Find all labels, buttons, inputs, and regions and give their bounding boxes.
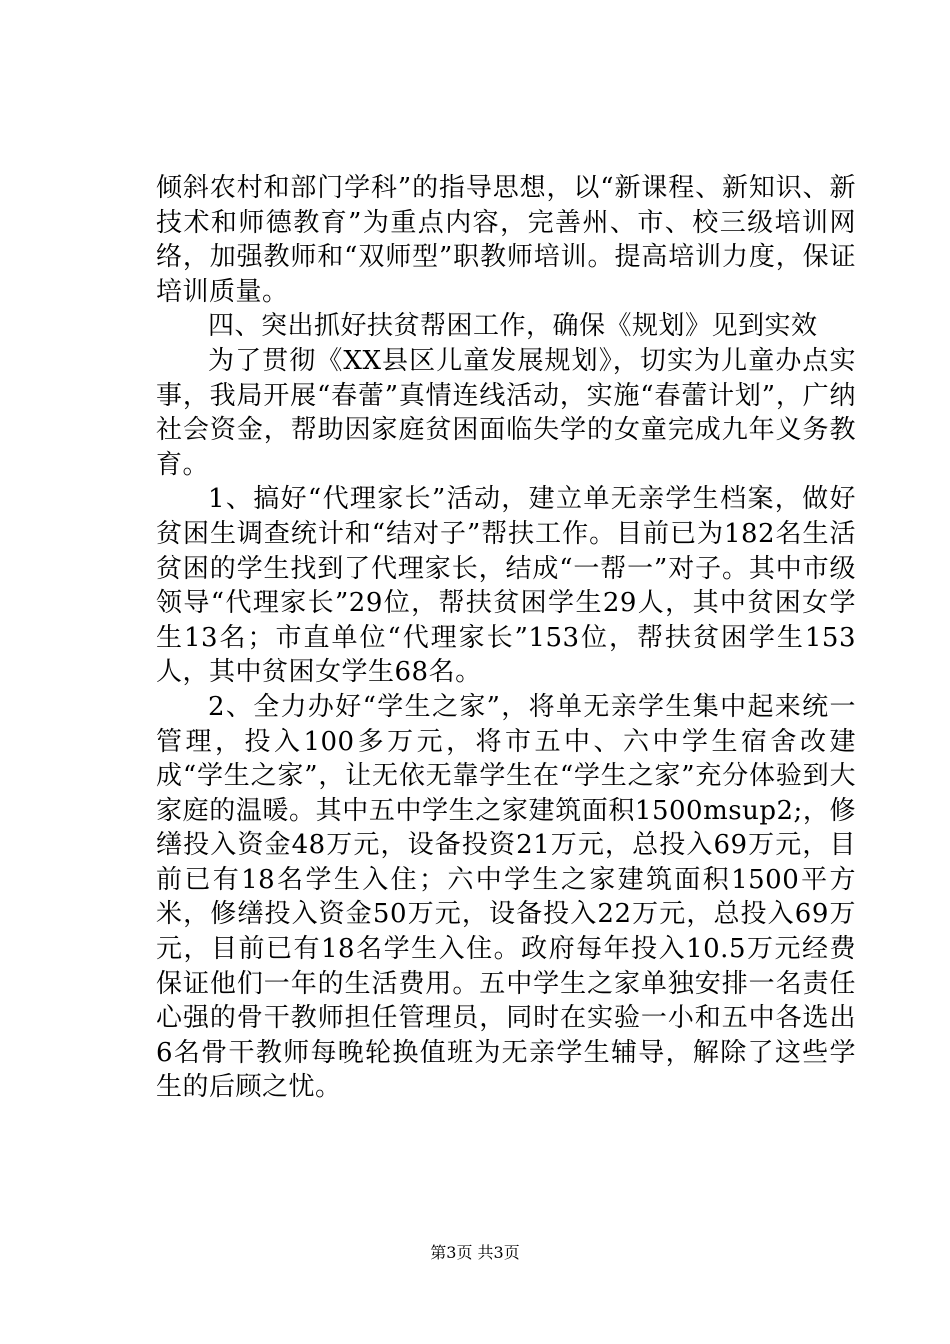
page-number-footer: 第3页 共3页 [430,1243,520,1262]
paragraph-student-home: 2、全力办好“学生之家”，将单无亲学生集中起来统一管理，投入100多万元，将市五中、六中学生宿舍改建成“学生之家”，让无依无靠学生在“学生之家”充分体验到大家庭的温暖。其中五中学生之家建筑面积1500msup2;，修缮投入资金48万元，设备投资21万元，总投入69万元，目前已有18名学生入住；六中学生之家建筑面积1500平方米，修缮投入资金50万元，设备投入22万元，总投入69万元，目前已有18名学生入住。政府每年投入10.5万元经费保证他们一年的生活费用。五中学生之家单独安排一名责任心强的骨干教师担任管理员，同时在实验一小和五中各选出6名骨干教师每晚轮换值班为无亲学生辅导，解除了这些学生的后顾之忧。 [156,691,856,1103]
paragraph-training-continuation: 倾斜农村和部门学科”的指导思想，以“新课程、新知识、新技术和师德教育”为重点内容，完善州、市、校三级培训网络，加强教师和“双师型”职教师培训。提高培训力度，保证培训质量。 [156,173,856,307]
paragraph-proxy-parents: 1、搞好“代理家长”活动，建立单无亲学生档案，做好贫困生调查统计和“结对子”帮扶工作。目前已为182名生活贫困的学生找到了代理家长，结成“一帮一”对子。其中市级领导“代理家长”29位，帮扶贫困学生29人，其中贫困女学生13名；市直单位“代理家长”153位，帮扶贫困学生153人，其中贫困女学生68名。 [156,484,856,688]
paragraph-spring-bud-plan: 为了贯彻《XX县区儿童发展规划》，切实为儿童办点实事，我局开展“春蕾”真情连线活动，实施“春蕾计划”，广纳社会资金，帮助因家庭贫困面临失学的女童完成九年义务教育。 [156,345,856,480]
document-body [156,171,856,1105]
section-heading-poverty-relief: 四、突出抓好扶贫帮困工作，确保《规划》见到实效 [208,311,818,342]
